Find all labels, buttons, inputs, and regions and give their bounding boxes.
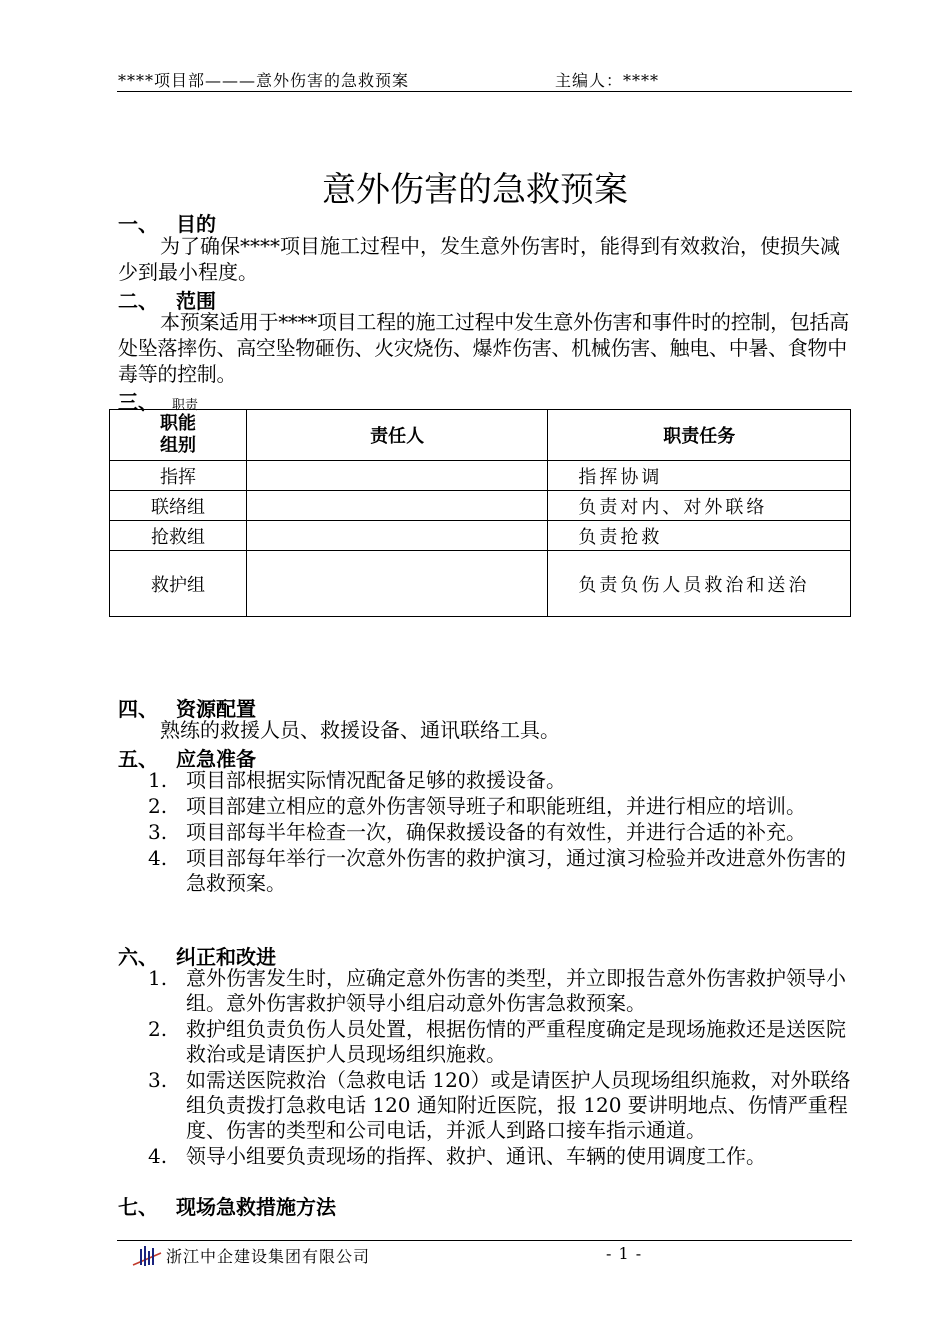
section-4-title: 资源配置 [176,697,256,721]
list-item [148,1068,853,1143]
row-duty: 负责对内、对外联络 [548,491,851,521]
row-group: 抢救组 [110,521,247,551]
list-item [148,820,853,845]
header-editor: 主编人：**** [555,71,660,90]
header-role-group: 职能组别 [110,410,247,461]
row-group: 救护组 [110,551,247,617]
item-number: 4. [148,846,168,870]
footer-page-number: - 1 - [606,1244,643,1263]
section-3-number: 三、 [118,390,158,414]
row-duty: 负责负伤人员救治和送治 [548,551,851,617]
item-text: 如需送医院救治（急救电话 120）或是请医护人员现场组织施救，对外联络组负责拨打急救电话 120 通知附近医院，报 120 要讲明地点、伤情严重程度、伤害的类型和公司电话，并派人到路口接车指示通道。 [186,1068,851,1142]
item-number: 3. [148,820,168,844]
row-group: 指挥 [110,461,247,491]
section-7-heading [118,1191,336,1220]
row-group: 联络组 [110,491,247,521]
item-text: 领导小组要负责现场的指挥、救护、通讯、车辆的使用调度工作。 [186,1144,766,1168]
section-2-number: 二、 [118,289,158,313]
row-responsible [246,551,547,617]
section-2-text: 本预案适用于****项目工程的施工过程中发生意外伤害和事件时的控制，包括高处坠落摔伤、高空坠物砸伤、火灾烧伤、爆炸伤害、机械伤害、触电、中暑、食物中毒等的控制。 [118,310,849,386]
section-1-number: 一、 [118,212,158,236]
section-1-text: 为了确保****项目施工过程中，发生意外伤害时，能得到有效救治，使损失减少到最小程度。 [118,234,840,284]
row-responsible [246,461,547,491]
footer-company: 浙江中企建设集团有限公司 [166,1247,371,1266]
duty-table [109,409,851,617]
item-number: 1. [148,768,168,792]
list-item [148,846,853,896]
list-item [148,1017,853,1067]
row-responsible [246,521,547,551]
list-item [148,1144,853,1169]
row-responsible [246,491,547,521]
section-7-title: 现场急救措施方法 [176,1195,336,1219]
section-6-title: 纠正和改进 [176,945,276,969]
table-row [110,551,851,617]
section-6-number: 六、 [118,945,158,969]
item-text: 项目部建立相应的意外伤害领导班子和职能班组，并进行相应的培训。 [186,794,806,818]
section-5-title: 应急准备 [176,747,256,771]
header-left: ****项目部———意外伤害的急救预案 [118,71,410,90]
duty-table-header [110,410,851,461]
section-2-title: 范围 [176,289,216,313]
table-row [110,521,851,551]
item-text: 救护组负责负伤人员处置，根据伤情的严重程度确定是现场施救还是送医院救治或是请医护人员现场组织施救。 [186,1017,846,1066]
item-text: 项目部每年举行一次意外伤害的救护演习，通过演习检验并改进意外伤害的急救预案。 [186,846,846,895]
section-4-number: 四、 [118,697,158,721]
list-item [148,966,853,1016]
item-text: 项目部根据实际情况配备足够的救援设备。 [186,768,566,792]
list-item [148,794,853,819]
section-5-number: 五、 [118,747,158,771]
table-row [110,491,851,521]
item-number: 4. [148,1144,168,1168]
page-title: 意外伤害的急救预案 [322,170,628,210]
list-item [148,768,853,793]
section-3-title: 职责 [172,398,199,413]
header-rule [117,91,852,92]
footer-rule [117,1240,852,1241]
row-duty: 指挥协调 [548,461,851,491]
item-text: 项目部每半年检查一次，确保救援设备的有效性，并进行合适的补充。 [186,820,806,844]
section-7-number: 七、 [118,1195,158,1219]
item-number: 2. [148,794,168,818]
company-logo-icon [132,1243,162,1269]
item-number: 1. [148,966,168,990]
header-duty: 职责任务 [548,410,851,461]
section-4-text: 熟练的救援人员、救援设备、通讯联络工具。 [160,718,560,742]
table-row [110,461,851,491]
section-5-list [148,768,853,897]
section-1-title: 目的 [176,212,216,236]
item-number: 2. [148,1017,168,1041]
item-text: 意外伤害发生时，应确定意外伤害的类型，并立即报告意外伤害救护领导小组。意外伤害救护领导小组启动意外伤害急救预案。 [186,966,846,1015]
header-responsible: 责任人 [246,410,547,461]
row-duty: 负责抢救 [548,521,851,551]
section-6-list [148,966,853,1170]
item-number: 3. [148,1068,168,1092]
